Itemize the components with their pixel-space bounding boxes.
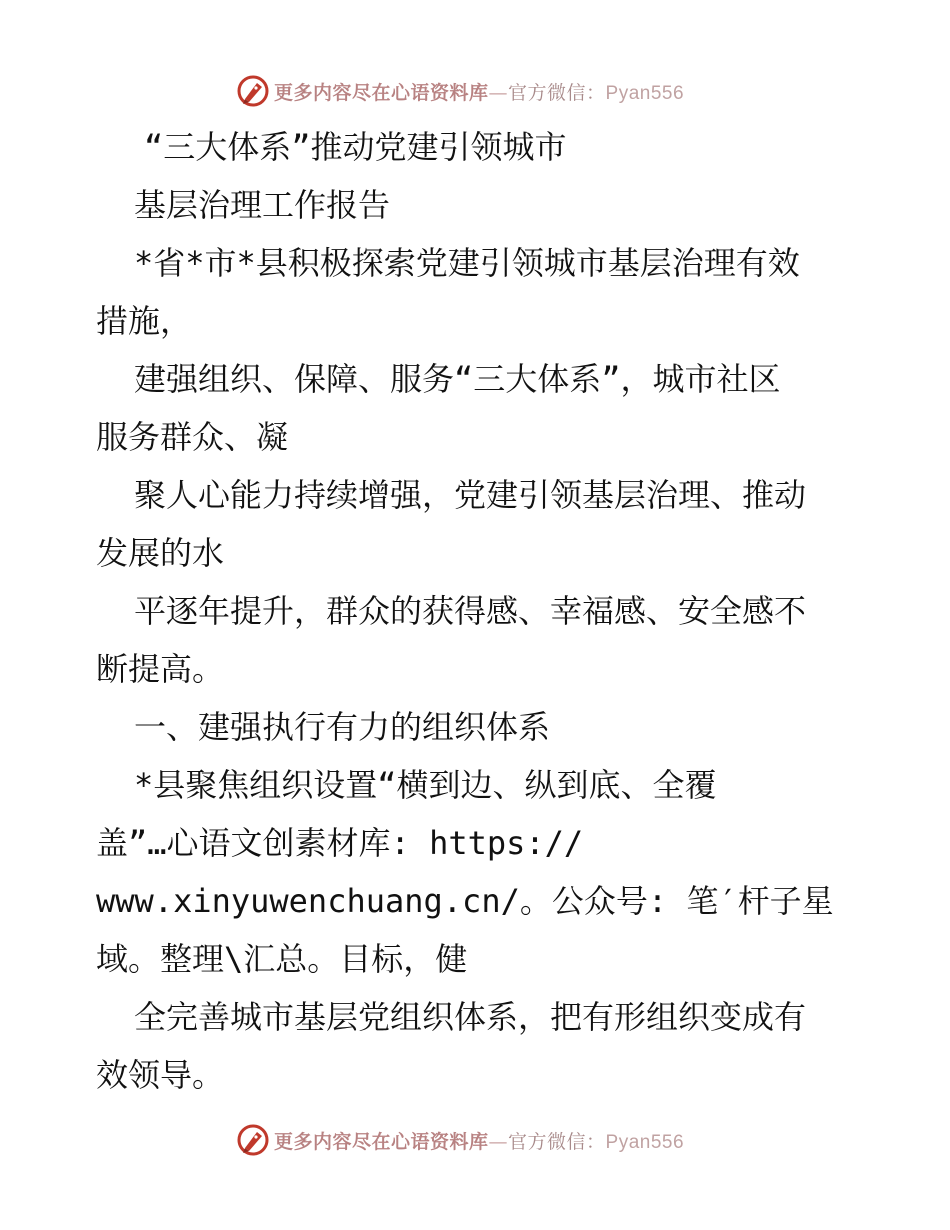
paragraph-line: 盖”…心语文创素材库: https:// xyxy=(96,824,584,862)
paragraph-line: www.xinyuwenchuang.cn/。公众号: 笔′杆子星 xyxy=(96,882,834,920)
doc-title-line-2: 基层治理工作报告 xyxy=(134,186,391,224)
paragraph-line: 发展的水 xyxy=(96,534,225,572)
paragraph-line: 效领导。 xyxy=(96,1056,225,1094)
section-heading: 一、建强执行有力的组织体系 xyxy=(134,708,551,746)
paragraph-line: 域。整理\汇总。目标，健 xyxy=(96,940,468,978)
pen-nib-logo-icon xyxy=(236,74,270,108)
banner-text: 更多内容尽在心语资料库—官方微信：Pyan556 xyxy=(274,1130,685,1153)
paragraph-line: *省*市*县积极探索党建引领城市基层治理有效 xyxy=(134,244,800,282)
header-banner xyxy=(236,72,684,110)
footer-banner xyxy=(236,1121,684,1159)
paragraph-line: 服务群众、凝 xyxy=(96,418,289,456)
pen-nib-logo-icon xyxy=(236,1123,270,1157)
paragraph-line: *县聚焦组织设置“横到边、纵到底、全覆 xyxy=(134,766,717,804)
doc-title-line-1: “三大体系”推动党建引领城市 xyxy=(144,128,567,166)
paragraph-line: 措施， xyxy=(96,302,193,340)
paragraph-line: 聚人心能力持续增强，党建引领基层治理、推动 xyxy=(134,476,807,514)
banner-text: 更多内容尽在心语资料库—官方微信：Pyan556 xyxy=(274,81,685,104)
paragraph-line: 断提高。 xyxy=(96,650,225,688)
document-body xyxy=(96,118,866,1104)
paragraph-line: 全完善城市基层党组织体系，把有形组织变成有 xyxy=(134,998,807,1036)
paragraph-line: 建强组织、保障、服务“三大体系”，城市社区 xyxy=(134,360,781,398)
paragraph-line: 平逐年提升，群众的获得感、幸福感、安全感不 xyxy=(134,592,807,630)
